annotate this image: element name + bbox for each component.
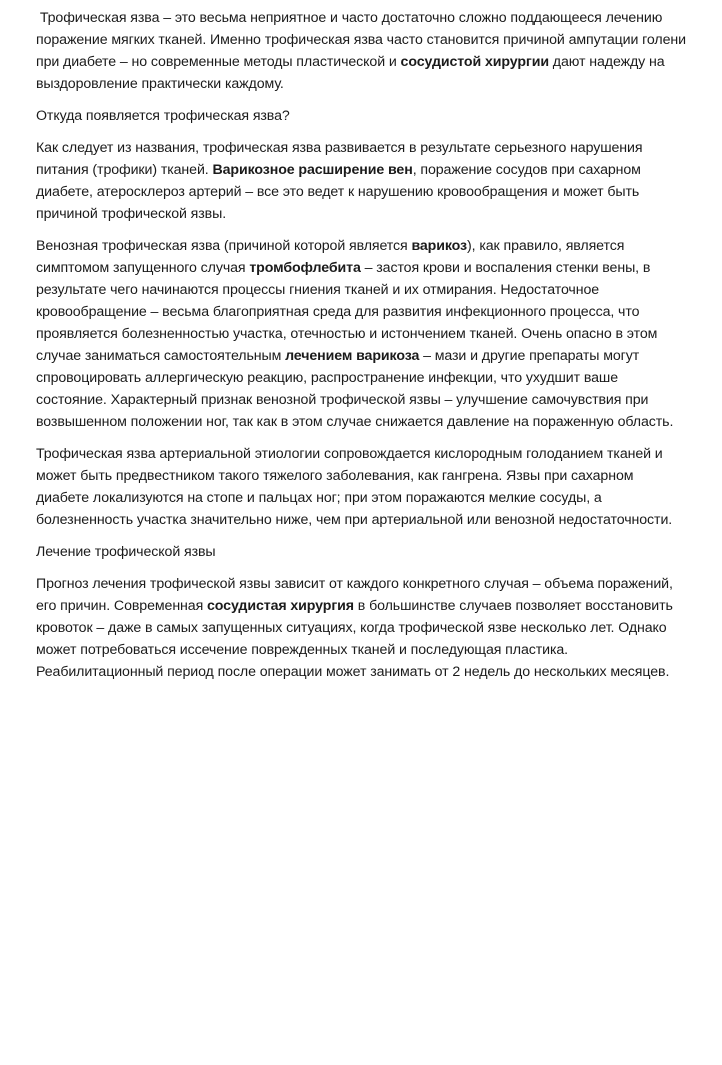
text-run: ), как правило, является симптомом запущенного случая [36, 238, 625, 276]
bold-text-run: варикоз [411, 238, 468, 254]
text-run: – мази и другие препараты могут спровоцировать аллергическую реакцию, распространение инфекции, что ухудшит ваше состояние. Характерный признак венозной трофической язвы – улучшение самочувствия при возвышенном положении ног, так как в этом случае снижается давление на пораженную область. [36, 348, 674, 430]
bold-text-run: сосудистая хирургия [207, 598, 354, 614]
paragraph [36, 235, 688, 433]
text-run: Откуда появляется трофическая язва? [36, 108, 290, 124]
text-run: дают надежду на выздоровление практически каждому. [36, 54, 665, 92]
text-run: , поражение сосудов при сахарном диабете, атеросклероз артерий – все это ведет к нарушению кровообращения и может быть причиной трофической язвы. [36, 162, 641, 222]
text-run: Трофическая язва артериальной этиологии сопровождается кислородным голоданием тканей и может быть предвестником такого тяжелого заболевания, как гангрена. Язвы при сахарном диабете локализуются на стопе и пальцах ног; при этом поражаются мелкие сосуды, а болезненность участка значительно ниже, чем при артериальной или венозной недостаточности. [36, 446, 673, 528]
document-body [36, 7, 688, 683]
text-run: Венозная трофическая язва (причиной которой является [36, 238, 412, 254]
text-run: Трофическая язва – это весьма неприятное и часто достаточно сложно поддающееся лечению поражение мягких тканей. Именно трофическая язва часто становится причиной ампутации голени при диабете – но современные методы пластической и [36, 10, 686, 70]
bold-text-run: тромбофлебита [249, 260, 361, 276]
paragraph [36, 7, 688, 95]
bold-text-run: лечением варикоза [285, 348, 420, 364]
text-run: Лечение трофической язвы [36, 544, 216, 560]
paragraph [36, 443, 688, 531]
text-run: в большинстве случаев позволяет восстановить кровоток – даже в самых запущенных ситуациях, когда трофической язве несколько лет. Однако может потребоваться иссечение поврежденных тканей и последующая пластика. Реабилитационный период после операции может занимать от 2 недель до нескольких месяцев. [36, 598, 673, 680]
paragraph [36, 573, 688, 683]
heading [36, 541, 688, 563]
text-run: Как следует из названия, трофическая язва развивается в результате серьезного нарушения питания (трофики) тканей. [36, 140, 643, 178]
bold-text-run: Варикозное расширение вен [212, 162, 413, 178]
text-run: Прогноз лечения трофической язвы зависит от каждого конкретного случая – объема поражений, его причин. Современная [36, 576, 673, 614]
heading [36, 105, 688, 127]
paragraph [36, 137, 688, 225]
bold-text-run: сосудистой хирургии [400, 54, 549, 70]
text-run: – застоя крови и воспаления стенки вены, в результате чего начинаются процессы гниения тканей и их отмирания. Недостаточное кровообращение – весьма благоприятная среда для развития инфекционного процесса, что проявляется болезненностью участка, отечностью и истончением тканей. Очень опасно в этом случае заниматься самостоятельным [36, 260, 658, 364]
